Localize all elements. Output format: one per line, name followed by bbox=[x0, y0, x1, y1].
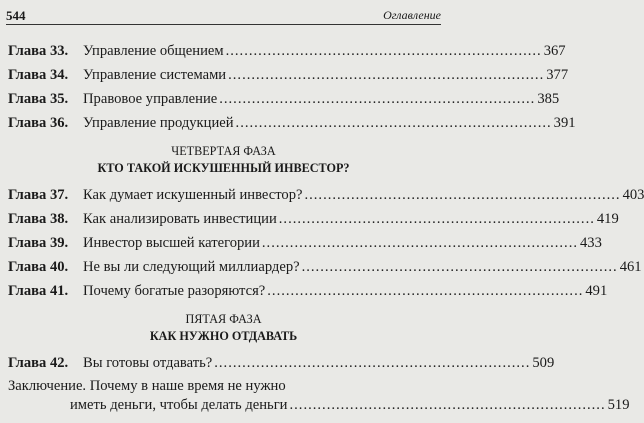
chapter-page: 491 bbox=[585, 283, 608, 299]
toc-entry-chapter-36[interactable] bbox=[8, 113, 576, 133]
page-number: 544 bbox=[6, 8, 26, 23]
toc-entry-chapter-34[interactable] bbox=[8, 65, 569, 85]
chapter-page: 391 bbox=[553, 115, 576, 131]
page-header bbox=[6, 10, 441, 25]
part-title: КТО ТАКОЙ ИСКУШЕННЫЙ ИНВЕСТОР? bbox=[97, 161, 350, 175]
dot-leader: .................................................................... bbox=[225, 43, 542, 59]
chapter-label: Глава 37. bbox=[8, 187, 69, 203]
toc-entry-chapter-37[interactable] bbox=[8, 185, 644, 205]
chapter-title: Инвестор высшей категории bbox=[83, 235, 260, 251]
chapter-label: Глава 39. bbox=[8, 235, 69, 251]
dot-leader: .................................................................... bbox=[289, 397, 606, 413]
chapter-page: 377 bbox=[546, 67, 569, 83]
toc-entry-chapter-38[interactable] bbox=[8, 209, 619, 229]
toc-entry-chapter-35[interactable] bbox=[8, 89, 560, 109]
chapter-label: Глава 36. bbox=[8, 115, 69, 131]
toc-entry-chapter-33[interactable] bbox=[8, 41, 566, 61]
chapter-label: Глава 40. bbox=[8, 259, 69, 275]
toc-entry-chapter-41[interactable] bbox=[8, 281, 608, 301]
chapter-page: 433 bbox=[580, 235, 602, 251]
chapter-title: Не вы ли следующий миллиардер? bbox=[83, 259, 300, 275]
part-title: КАК НУЖНО ОТДАВАТЬ bbox=[149, 329, 298, 343]
chapter-title: Как думает искушенный инвестор? bbox=[83, 187, 303, 203]
chapter-label: Глава 35. bbox=[8, 91, 69, 107]
dot-leader: .................................................................... bbox=[304, 187, 621, 203]
dot-leader: .................................................................... bbox=[228, 67, 545, 83]
chapter-label: Глава 33. bbox=[8, 43, 69, 59]
dot-leader: .................................................................... bbox=[235, 115, 552, 131]
chapter-page: 367 bbox=[543, 43, 566, 59]
conclusion-page: 519 bbox=[607, 397, 630, 413]
conclusion-title-line2: иметь деньги, чтобы делать деньги bbox=[70, 397, 288, 413]
toc-entry-chapter-39[interactable] bbox=[8, 233, 602, 253]
toc-entry-conclusion[interactable] bbox=[8, 376, 439, 396]
toc-entry-chapter-40[interactable] bbox=[8, 257, 642, 277]
running-title: Оглавление bbox=[383, 8, 441, 22]
toc-entry-chapter-42[interactable] bbox=[8, 353, 555, 373]
chapter-label: Глава 38. bbox=[8, 211, 69, 227]
chapter-title: Как анализировать инвестиции bbox=[83, 211, 277, 227]
chapter-title: Управление общением bbox=[83, 43, 224, 59]
chapter-title: Управление системами bbox=[83, 67, 227, 83]
dot-leader: .................................................................... bbox=[278, 211, 595, 227]
chapter-page: 419 bbox=[596, 211, 619, 227]
chapter-page: 509 bbox=[532, 355, 555, 371]
dot-leader: .................................................................... bbox=[261, 235, 578, 251]
conclusion-title-line1: Заключение. Почему в наше время не нужно bbox=[8, 378, 286, 394]
toc-entry-conclusion-cont[interactable] bbox=[8, 395, 630, 415]
chapter-title: Правовое управление bbox=[83, 91, 218, 107]
chapter-label: Глава 41. bbox=[8, 283, 69, 299]
chapter-title: Вы готовы отдавать? bbox=[83, 355, 213, 371]
dot-leader: .................................................................... bbox=[214, 355, 531, 371]
chapter-label: Глава 42. bbox=[8, 355, 69, 371]
dot-leader: .................................................................... bbox=[267, 283, 584, 299]
chapter-page: 461 bbox=[619, 259, 642, 275]
chapter-page: 403 bbox=[622, 187, 644, 203]
dot-leader: .................................................................... bbox=[301, 259, 618, 275]
part-phase-label: ПЯТАЯ ФАЗА bbox=[185, 312, 262, 326]
chapter-title: Управление продукцией bbox=[83, 115, 234, 131]
chapter-label: Глава 34. bbox=[8, 67, 69, 83]
chapter-page: 385 bbox=[537, 91, 560, 107]
chapter-title: Почему богатые разоряются? bbox=[83, 283, 266, 299]
part-phase-label: ЧЕТВЕРТАЯ ФАЗА bbox=[171, 144, 276, 158]
dot-leader: .................................................................... bbox=[219, 91, 536, 107]
